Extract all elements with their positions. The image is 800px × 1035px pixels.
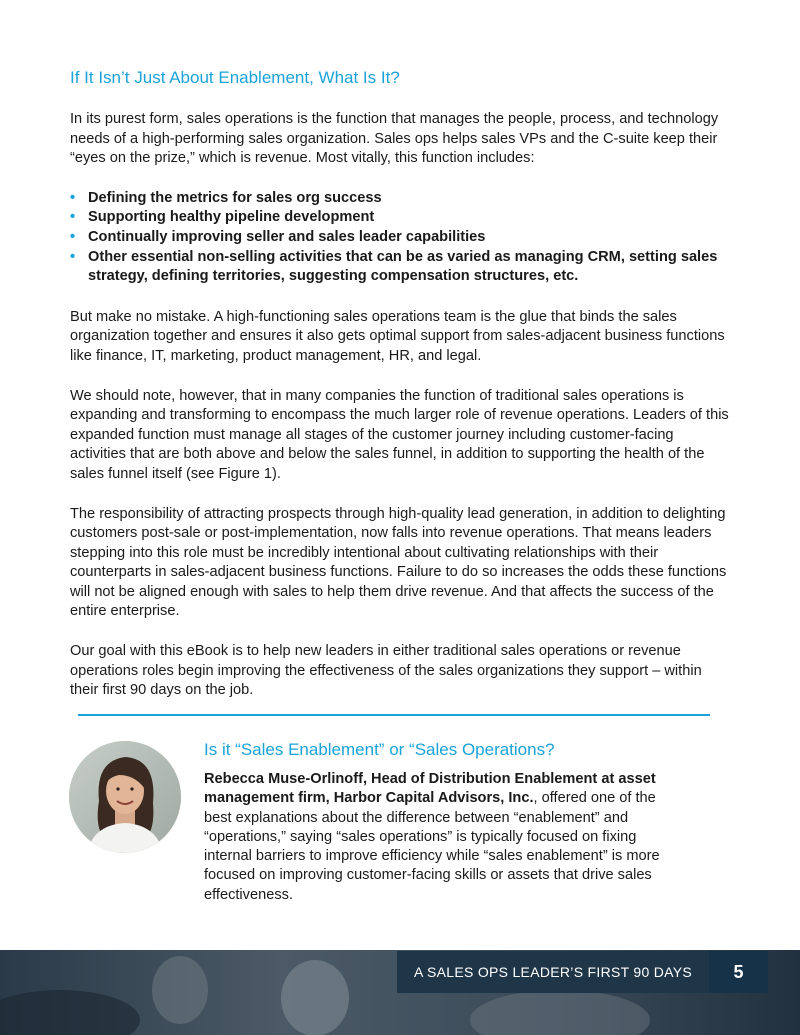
body-paragraph: We should note, however, that in many companies the function of traditional sales operations is expanding and transforming to encompass the much larger role of revenue operations. Leaders of this expanded function must manage all stages of the customer journey including customer-facing activities that are both above and below the sales funnel, in addition to supporting the health of the sales funnel itself (see Figure 1). [70, 387, 729, 482]
section-heading: If It Isn’t Just About Enablement, What Is It? [70, 68, 400, 87]
main-content [70, 68, 730, 721]
list-item-text: Supporting healthy pipeline development [88, 209, 375, 226]
callout-attribution: Rebecca Muse-Orlinoff, Head of Distribution Enablement at asset management firm, Harbor Capital Advisors, Inc. [204, 771, 656, 807]
footer-title: A SALES OPS LEADER’S FIRST 90 DAYS [397, 951, 709, 993]
list-item [70, 248, 730, 287]
bullet-dot-icon: • [70, 209, 76, 226]
bullet-dot-icon: • [70, 228, 76, 245]
list-item [70, 208, 730, 228]
list-item [70, 189, 730, 209]
list-item-text: Continually improving seller and sales leader capabilities [88, 228, 486, 245]
callout-body: , offered one of the best explanations about the difference between “enablement” and “operations,” saying “sales operations” is typically focused on fixing internal barriers to improve efficiency while “sales enablement” is more focused on improving customer-facing skills or assets that drive sales effectiveness. [204, 790, 660, 903]
bullet-dot-icon: • [70, 189, 76, 206]
portrait-photo-icon [69, 741, 181, 853]
avatar [69, 741, 181, 853]
bullet-dot-icon: • [70, 248, 76, 265]
body-paragraph: The responsibility of attracting prospects through high-quality lead generation, in addition to delighting customers post-sale or post-implementation, now falls into revenue operations. That means leaders stepping into this role must be incredibly intentional about cultivating relationships with their counterparts in sales-adjacent business functions. Failure to do so increases the odds these functions will not be aligned enough with sales to help them drive revenue. And that affects the success of the entire enterprise. [70, 505, 727, 620]
list-item [70, 228, 730, 248]
body-paragraph: Our goal with this eBook is to help new leaders in either traditional sales operations or revenue operations roles begin improving the effectiveness of the sales organizations they support – within their first 90 days on the job. [70, 643, 702, 699]
callout-box [204, 740, 684, 905]
callout-text [204, 770, 684, 905]
list-item-text: Other essential non-selling activities that can be as varied as managing CRM, setting sales strategy, defining territories, suggesting compensation structures, etc. [88, 248, 718, 285]
page-number: 5 [709, 951, 768, 993]
body-paragraph: But make no mistake. A high-functioning sales operations team is the glue that binds the sales organization together and ensures it also gets optimal support from sales-adjacent business functions like finance, IT, marketing, product management, HR, and legal. [70, 308, 725, 364]
section-divider [78, 714, 710, 716]
intro-paragraph: In its purest form, sales operations is the function that manages the people, process, and technology needs of a high-performing sales organization. Sales ops helps sales VPs and the C-suite keep their “eyes on the prize,” which is revenue. Most vitally, this function includes: [70, 111, 719, 167]
callout-heading: Is it “Sales Enablement” or “Sales Operations? [204, 740, 555, 759]
list-item-text: Defining the metrics for sales org success [88, 189, 382, 206]
bullet-list [70, 189, 730, 287]
